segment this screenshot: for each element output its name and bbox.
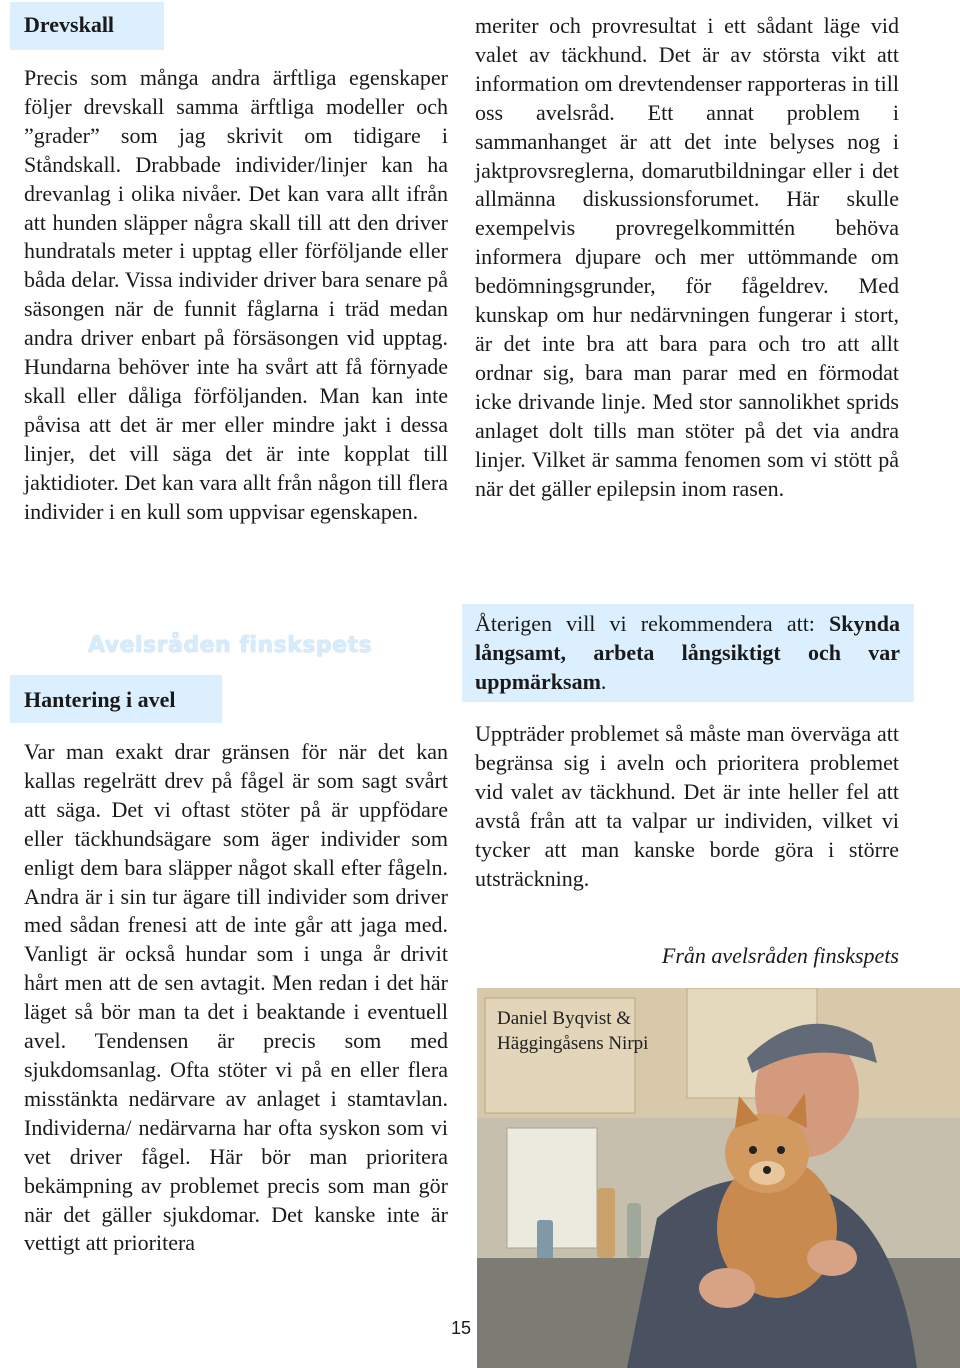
signature: Från avelsråden finskspets xyxy=(661,943,899,968)
paragraph-hantering: Var man exakt drar gränsen för när det kan kallas regelrätt drev på fågel är som sagt svårt att säga. Det vi oftast stöter på är uppfödare eller täckhundsägare som äger individer som enligt dem bara släpper något skall efter fågeln. Andra är i sin tur ägare till individer som driver med sådan frenesi att de inte går att jaga med. Vanligt är också hundar som i unga år drivit hårt men att de sen avtagit. Men redan i det här läget så bör man ta det i beaktande i eventuell avel. Tendensen är precis som med sjukdomsanlag. Ofta stöter vi på en eller flera misstänkta nedärvare av anlaget i stamtavlan. Individerna/ nedärvarna har ofta syskon som vi vet driver fågel. Här bör man prioritera bekämpning av problemet precis som man gör när det gäller sjukdomar. Det kanske inte är vettigt att prioritera xyxy=(24,739,448,1256)
recommendation-bold: Skynda långsamt, arbeta långsiktigt och var uppmärksam xyxy=(475,611,900,694)
section-heading-hantering: Hantering i avel xyxy=(24,687,176,712)
page-number: 15 xyxy=(451,1318,472,1338)
section-heading-box xyxy=(10,2,164,50)
section-heading-drevskall: Drevskall xyxy=(24,12,115,37)
recommendation-text xyxy=(475,610,900,697)
section-heading-box xyxy=(10,675,222,723)
caption-line-2: Häggingåsens Nirpi xyxy=(497,1033,649,1054)
recommendation-box xyxy=(462,604,914,702)
paragraph-advice: Uppträder problemet så måste man överväga att begränsa sig i aveln och prioritera problemet vid valet av täckhund. Det är inte heller fel att avstå från att ta valpar ur individen, vilket vi tycker att man kanske borde göra i större utsträckning. xyxy=(475,721,899,891)
paragraph-drevskall: Precis som många andra ärftliga egenskaper följer drevskall samma ärftliga modeller och ”grader” som jag skrivit om tidigare i Ståndskall. Drabbade individer/linjer kan ha drevanlag i olika nivåer. Det kan vara allt ifrån att hunden släpper några skall till att den driver hundratals meter i upptag eller förföljande eller båda delar. Vissa individer driver bara senare på säsongen när de funnit fåglarna i träd medan andra driver enbart på försäsongen vid upptag. Hundarna behöver inte ha svårt att få förnyade skall eller dåliga förföljanden. Man kan inte påvisa att det är mer eller mindre jakt i dessa linjer, det vill säga det är inte kopplat till jaktidioter. Det kan vara allt från någon till flera individer i en kull som uppvisar egenskapen. xyxy=(24,65,448,524)
caption-line-1: Daniel Byqvist & xyxy=(497,1008,632,1029)
recommendation-intro: Återigen vill vi rekommendera att: xyxy=(475,611,815,636)
photo-caption xyxy=(497,1006,648,1056)
watermark-text: Avelsråden finskspets xyxy=(88,633,373,658)
recommendation-end: . xyxy=(600,668,607,694)
paragraph-continued: meriter och provresultat i ett sådant läge vid valet av täckhund. Det är av största vikt att information om drevtendenser rapporteras in till oss avelsråd. Ett annat problem i sammanhanget är att det inte belyses nog i jaktprovsreglerna, domarutbildningar eller i det allmänna diskussionsforumet. Här skulle exempelvis provregelkommittén behöva informera djupare och mer uttömmande om bedömningsgrunder, för fågeldrev. Med kunskap om hur nedärvningen fungerar i stort, är det inte bra att bara para och tro att allt ordnar sig, bara man parar med en förmodat icke drivande linje. Med stor sannolikhet sprids anlaget dolt tills man stöter på det via andra linjer. Vilket är samma fenomen som vi stött på när det gäller epilepsin inom rasen. xyxy=(475,13,899,501)
photo-man-with-puppy xyxy=(477,988,960,1368)
